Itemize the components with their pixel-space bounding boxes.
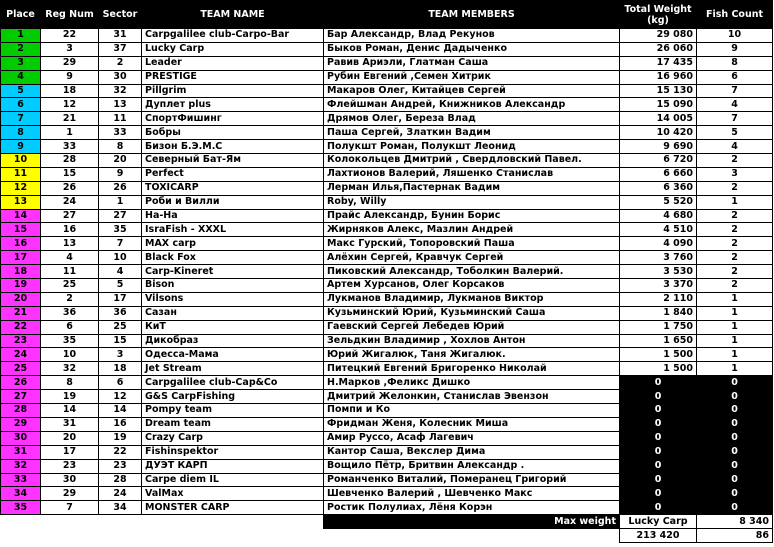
sector-cell: 31	[99, 29, 142, 43]
team-members-cell: Полукшт Роман, Полукшт Леонид	[324, 140, 620, 154]
total-fish: 86	[697, 529, 773, 543]
team-name-cell: Северный Бат-Ям	[142, 154, 324, 168]
max-weight-label: Max weight	[324, 515, 620, 529]
fish-count-cell: 0	[697, 473, 773, 487]
reg-num-cell: 16	[41, 223, 99, 237]
max-weight-value: 8 340	[697, 515, 773, 529]
place-cell: 28	[1, 404, 41, 418]
reg-num-cell: 32	[41, 362, 99, 376]
team-name-cell: Pompy team	[142, 404, 324, 418]
fish-count-cell: 0	[697, 390, 773, 404]
place-cell: 4	[1, 70, 41, 84]
fish-count-cell: 0	[697, 445, 773, 459]
table-row	[1, 251, 773, 265]
team-name-cell: Дуплет plus	[142, 98, 324, 112]
fish-count-cell: 0	[697, 431, 773, 445]
reg-num-cell: 28	[41, 154, 99, 168]
reg-num-cell: 17	[41, 445, 99, 459]
sector-cell: 30	[99, 70, 142, 84]
blank-cell	[1, 529, 620, 543]
sector-cell: 10	[99, 251, 142, 265]
table-row	[1, 70, 773, 84]
place-cell: 19	[1, 279, 41, 293]
total-weight-cell: 4 680	[620, 209, 697, 223]
place-cell: 9	[1, 140, 41, 154]
fish-count-cell: 0	[697, 404, 773, 418]
place-cell: 25	[1, 362, 41, 376]
place-cell: 8	[1, 126, 41, 140]
reg-num-cell: 18	[41, 84, 99, 98]
fish-count-cell: 1	[697, 362, 773, 376]
fish-count-cell: 0	[697, 417, 773, 431]
header-team-members: TEAM MEMBERS	[324, 1, 620, 29]
table-row	[1, 306, 773, 320]
sector-cell: 9	[99, 167, 142, 181]
place-cell: 2	[1, 42, 41, 56]
fish-count-cell: 8	[697, 56, 773, 70]
total-weight-cell: 0	[620, 390, 697, 404]
total-weight-cell: 26 060	[620, 42, 697, 56]
total-weight-cell: 1 500	[620, 348, 697, 362]
place-cell: 12	[1, 181, 41, 195]
header-place: Place	[1, 1, 41, 29]
total-weight-cell: 1 650	[620, 334, 697, 348]
total-weight: 213 420	[620, 529, 697, 543]
team-name-cell: Carpe diem IL	[142, 473, 324, 487]
team-members-cell: Кузьминский Юрий, Кузьминский Саша	[324, 306, 620, 320]
table-row	[1, 404, 773, 418]
reg-num-cell: 29	[41, 487, 99, 501]
place-cell: 20	[1, 292, 41, 306]
place-cell: 23	[1, 334, 41, 348]
place-cell: 26	[1, 376, 41, 390]
sector-cell: 7	[99, 237, 142, 251]
team-members-cell: Быков Роман, Денис Дадыченко	[324, 42, 620, 56]
table-row	[1, 195, 773, 209]
reg-num-cell: 7	[41, 501, 99, 515]
header-team-name: TEAM NAME	[142, 1, 324, 29]
total-weight-cell: 17 435	[620, 56, 697, 70]
team-members-cell: Гаевский Сергей Лебедев Юрий	[324, 320, 620, 334]
sector-cell: 12	[99, 390, 142, 404]
sector-cell: 13	[99, 98, 142, 112]
team-name-cell: Бобры	[142, 126, 324, 140]
total-weight-cell: 29 080	[620, 29, 697, 43]
table-row	[1, 431, 773, 445]
total-weight-cell: 3 530	[620, 265, 697, 279]
fish-count-cell: 1	[697, 306, 773, 320]
table-row	[1, 362, 773, 376]
table-row	[1, 292, 773, 306]
fish-count-cell: 1	[697, 195, 773, 209]
team-members-cell: Флейшман Андрей, Книжников Александр	[324, 98, 620, 112]
sector-cell: 16	[99, 417, 142, 431]
sector-cell: 4	[99, 265, 142, 279]
table-row	[1, 167, 773, 181]
fish-count-cell: 6	[697, 70, 773, 84]
fish-count-cell: 0	[697, 501, 773, 515]
total-weight-cell: 0	[620, 404, 697, 418]
team-name-cell: Одесса-Мама	[142, 348, 324, 362]
sector-cell: 33	[99, 126, 142, 140]
team-members-cell: Лерман Илья,Пастернак Вадим	[324, 181, 620, 195]
team-members-cell: Кантор Саша, Векслер Дима	[324, 445, 620, 459]
place-cell: 21	[1, 306, 41, 320]
table-row	[1, 334, 773, 348]
total-weight-cell: 10 420	[620, 126, 697, 140]
fish-count-cell: 2	[697, 223, 773, 237]
table-row	[1, 126, 773, 140]
team-members-cell: Лукманов Владимир, Лукманов Виктор	[324, 292, 620, 306]
table-row	[1, 473, 773, 487]
sector-cell: 22	[99, 445, 142, 459]
total-weight-cell: 15 090	[620, 98, 697, 112]
team-name-cell: Jet Stream	[142, 362, 324, 376]
header-sector: Sector	[99, 1, 142, 29]
team-members-cell: Ростик Полулиах, Лёня Корэн	[324, 501, 620, 515]
total-weight-cell: 0	[620, 417, 697, 431]
reg-num-cell: 6	[41, 320, 99, 334]
reg-num-cell: 25	[41, 279, 99, 293]
max-weight-row	[1, 515, 773, 529]
place-cell: 18	[1, 265, 41, 279]
team-name-cell: Lucky Carp	[142, 42, 324, 56]
team-name-cell: Сазан	[142, 306, 324, 320]
place-cell: 15	[1, 223, 41, 237]
fish-count-cell: 0	[697, 459, 773, 473]
sector-cell: 28	[99, 473, 142, 487]
fish-count-cell: 7	[697, 84, 773, 98]
team-name-cell: PRESTIGE	[142, 70, 324, 84]
total-weight-cell: 9 690	[620, 140, 697, 154]
sector-cell: 27	[99, 209, 142, 223]
team-name-cell: ДУЭТ КАРП	[142, 459, 324, 473]
sector-cell: 32	[99, 84, 142, 98]
fish-count-cell: 1	[697, 320, 773, 334]
total-weight-cell: 6 720	[620, 154, 697, 168]
table-row	[1, 376, 773, 390]
place-cell: 11	[1, 167, 41, 181]
team-name-cell: Black Fox	[142, 251, 324, 265]
reg-num-cell: 13	[41, 237, 99, 251]
fish-count-cell: 2	[697, 154, 773, 168]
total-weight-cell: 0	[620, 445, 697, 459]
team-name-cell: Bison	[142, 279, 324, 293]
table-row	[1, 459, 773, 473]
fish-count-cell: 2	[697, 251, 773, 265]
table-row	[1, 154, 773, 168]
table-row	[1, 29, 773, 43]
sector-cell: 6	[99, 376, 142, 390]
header-fish-count: Fish Count	[697, 1, 773, 29]
fish-count-cell: 2	[697, 209, 773, 223]
reg-num-cell: 4	[41, 251, 99, 265]
team-name-cell: На-На	[142, 209, 324, 223]
sector-cell: 34	[99, 501, 142, 515]
total-weight-cell: 14 005	[620, 112, 697, 126]
fish-count-cell: 10	[697, 29, 773, 43]
sector-cell: 35	[99, 223, 142, 237]
place-cell: 30	[1, 431, 41, 445]
place-cell: 32	[1, 459, 41, 473]
reg-num-cell: 12	[41, 98, 99, 112]
fish-count-cell: 4	[697, 98, 773, 112]
team-members-cell: Бар Александр, Влад Рекунов	[324, 29, 620, 43]
total-weight-cell: 1 750	[620, 320, 697, 334]
sector-cell: 3	[99, 348, 142, 362]
total-weight-cell: 6 660	[620, 167, 697, 181]
team-members-cell: Зельдкин Владимир , Хохлов Антон	[324, 334, 620, 348]
team-members-cell: Прайс Александр, Бунин Борис	[324, 209, 620, 223]
team-members-cell: Н.Марков ,Феликс Дишко	[324, 376, 620, 390]
place-cell: 3	[1, 56, 41, 70]
team-name-cell: Бизон Б.Э.М.С	[142, 140, 324, 154]
sector-cell: 2	[99, 56, 142, 70]
team-members-cell: Пиковский Александр, Тоболкин Валерий.	[324, 265, 620, 279]
team-name-cell: Carpgalilee club-Cap&Co	[142, 376, 324, 390]
sector-cell: 1	[99, 195, 142, 209]
sector-cell: 20	[99, 154, 142, 168]
reg-num-cell: 24	[41, 195, 99, 209]
team-name-cell: Carpgalilee club-Carpo-Bar	[142, 29, 324, 43]
team-name-cell: IsraFish - XXXL	[142, 223, 324, 237]
table-row	[1, 417, 773, 431]
total-weight-cell: 16 960	[620, 70, 697, 84]
sector-cell: 8	[99, 140, 142, 154]
sector-cell: 25	[99, 320, 142, 334]
team-name-cell: Дикобраз	[142, 334, 324, 348]
team-name-cell: TOXICARP	[142, 181, 324, 195]
sector-cell: 11	[99, 112, 142, 126]
team-name-cell: Vilsons	[142, 292, 324, 306]
fish-count-cell: 2	[697, 237, 773, 251]
fish-count-cell: 4	[697, 140, 773, 154]
sector-cell: 26	[99, 181, 142, 195]
reg-num-cell: 31	[41, 417, 99, 431]
total-weight-cell: 0	[620, 459, 697, 473]
header-total-weight: Total Weight (kg)	[620, 1, 697, 29]
sector-cell: 36	[99, 306, 142, 320]
table-row	[1, 501, 773, 515]
table-row	[1, 445, 773, 459]
team-members-cell: Дрямов Олег, Береза Влад	[324, 112, 620, 126]
reg-num-cell: 30	[41, 473, 99, 487]
team-members-cell: Колокольцев Дмитрий , Свердловский Павел.	[324, 154, 620, 168]
team-name-cell: Leader	[142, 56, 324, 70]
total-weight-cell: 2 110	[620, 292, 697, 306]
max-weight-team: Lucky Carp	[620, 515, 697, 529]
team-name-cell: ValMax	[142, 487, 324, 501]
team-members-cell: Макс Гурский, Топоровский Паша	[324, 237, 620, 251]
table-row	[1, 223, 773, 237]
reg-num-cell: 26	[41, 181, 99, 195]
table-row	[1, 279, 773, 293]
team-name-cell: Dream team	[142, 417, 324, 431]
team-name-cell: MAX carp	[142, 237, 324, 251]
reg-num-cell: 22	[41, 29, 99, 43]
table-row	[1, 320, 773, 334]
total-weight-cell: 15 130	[620, 84, 697, 98]
table-row	[1, 42, 773, 56]
place-cell: 16	[1, 237, 41, 251]
place-cell: 27	[1, 390, 41, 404]
reg-num-cell: 11	[41, 265, 99, 279]
sector-cell: 14	[99, 404, 142, 418]
sector-cell: 37	[99, 42, 142, 56]
place-cell: 31	[1, 445, 41, 459]
fish-count-cell: 7	[697, 112, 773, 126]
fish-count-cell: 1	[697, 292, 773, 306]
total-weight-cell: 0	[620, 473, 697, 487]
team-name-cell: G&S CarpFishing	[142, 390, 324, 404]
team-name-cell: MONSTER CARP	[142, 501, 324, 515]
reg-num-cell: 15	[41, 167, 99, 181]
place-cell: 1	[1, 29, 41, 43]
team-members-cell: Вощило Пётр, Бритвин Александр .	[324, 459, 620, 473]
sector-cell: 23	[99, 459, 142, 473]
team-members-cell: Дмитрий Желонкин, Станислав Эвензон	[324, 390, 620, 404]
fish-count-cell: 2	[697, 265, 773, 279]
team-name-cell: Carp-Kineret	[142, 265, 324, 279]
reg-num-cell: 19	[41, 390, 99, 404]
total-weight-cell: 1 840	[620, 306, 697, 320]
place-cell: 35	[1, 501, 41, 515]
reg-num-cell: 14	[41, 404, 99, 418]
reg-num-cell: 1	[41, 126, 99, 140]
table-row	[1, 209, 773, 223]
team-name-cell: Crazy Carp	[142, 431, 324, 445]
reg-num-cell: 10	[41, 348, 99, 362]
team-name-cell: Pillgrim	[142, 84, 324, 98]
team-members-cell: Жирняков Алекс, Мазлин Андрей	[324, 223, 620, 237]
total-weight-cell: 1 500	[620, 362, 697, 376]
header-row	[1, 1, 773, 29]
fish-count-cell: 2	[697, 279, 773, 293]
place-cell: 22	[1, 320, 41, 334]
sector-cell: 17	[99, 292, 142, 306]
team-members-cell: Питецкий Евгений Бригоренко Николай	[324, 362, 620, 376]
header-reg-num: Reg Num	[41, 1, 99, 29]
team-members-cell: Амир Руссо, Асаф Лагевич	[324, 431, 620, 445]
team-members-cell: Макаров Олег, Китайцев Сергей	[324, 84, 620, 98]
team-members-cell: Roby, Willy	[324, 195, 620, 209]
reg-num-cell: 23	[41, 459, 99, 473]
place-cell: 6	[1, 98, 41, 112]
fish-count-cell: 2	[697, 181, 773, 195]
team-name-cell: Perfect	[142, 167, 324, 181]
results-body	[1, 29, 773, 515]
total-weight-cell: 6 360	[620, 181, 697, 195]
reg-num-cell: 20	[41, 431, 99, 445]
table-row	[1, 181, 773, 195]
team-members-cell: Паша Сергей, Златкин Вадим	[324, 126, 620, 140]
total-weight-cell: 4 510	[620, 223, 697, 237]
total-weight-cell: 0	[620, 376, 697, 390]
reg-num-cell: 29	[41, 56, 99, 70]
reg-num-cell: 9	[41, 70, 99, 84]
table-row	[1, 98, 773, 112]
total-weight-cell: 0	[620, 487, 697, 501]
reg-num-cell: 2	[41, 292, 99, 306]
place-cell: 13	[1, 195, 41, 209]
totals-row	[1, 529, 773, 543]
table-row	[1, 112, 773, 126]
place-cell: 29	[1, 417, 41, 431]
place-cell: 5	[1, 84, 41, 98]
reg-num-cell: 21	[41, 112, 99, 126]
team-members-cell: Алёхин Сергей, Кравчук Сергей	[324, 251, 620, 265]
total-weight-cell: 0	[620, 431, 697, 445]
reg-num-cell: 8	[41, 376, 99, 390]
table-row	[1, 265, 773, 279]
sector-cell: 18	[99, 362, 142, 376]
team-name-cell: Fishinspektor	[142, 445, 324, 459]
place-cell: 33	[1, 473, 41, 487]
fish-count-cell: 5	[697, 126, 773, 140]
sector-cell: 19	[99, 431, 142, 445]
table-row	[1, 84, 773, 98]
total-weight-cell: 0	[620, 501, 697, 515]
team-members-cell: Артем Хурсанов, Олег Корсаков	[324, 279, 620, 293]
fish-count-cell: 9	[697, 42, 773, 56]
table-row	[1, 140, 773, 154]
place-cell: 7	[1, 112, 41, 126]
fish-count-cell: 3	[697, 167, 773, 181]
place-cell: 14	[1, 209, 41, 223]
team-members-cell: Помпи и Ко	[324, 404, 620, 418]
team-members-cell: Шевченко Валерий , Шевченко Макс	[324, 487, 620, 501]
fish-count-cell: 1	[697, 348, 773, 362]
place-cell: 34	[1, 487, 41, 501]
team-members-cell: Лахтионов Валерий, Ляшенко Станислав	[324, 167, 620, 181]
team-members-cell: Юрий Жигалюк, Таня Жигалюк.	[324, 348, 620, 362]
team-members-cell: Рубин Евгений ,Семен Хитрик	[324, 70, 620, 84]
total-weight-cell: 4 090	[620, 237, 697, 251]
reg-num-cell: 3	[41, 42, 99, 56]
reg-num-cell: 35	[41, 334, 99, 348]
fish-count-cell: 1	[697, 334, 773, 348]
team-name-cell: СпортФишинг	[142, 112, 324, 126]
total-weight-cell: 3 370	[620, 279, 697, 293]
fish-count-cell: 0	[697, 376, 773, 390]
sector-cell: 5	[99, 279, 142, 293]
table-row	[1, 348, 773, 362]
place-cell: 17	[1, 251, 41, 265]
reg-num-cell: 36	[41, 306, 99, 320]
total-weight-cell: 5 520	[620, 195, 697, 209]
team-name-cell: КиТ	[142, 320, 324, 334]
total-weight-cell: 3 760	[620, 251, 697, 265]
sector-cell: 24	[99, 487, 142, 501]
team-members-cell: Романченко Виталий, Померанец Григорий	[324, 473, 620, 487]
team-members-cell: Равив Ариэли, Глатман Саша	[324, 56, 620, 70]
table-row	[1, 237, 773, 251]
team-members-cell: Фридман Женя, Колесник Миша	[324, 417, 620, 431]
table-row	[1, 56, 773, 70]
reg-num-cell: 27	[41, 209, 99, 223]
team-name-cell: Роби и Вилли	[142, 195, 324, 209]
table-row	[1, 390, 773, 404]
blank-cell	[1, 515, 324, 529]
table-row	[1, 487, 773, 501]
sector-cell: 15	[99, 334, 142, 348]
place-cell: 10	[1, 154, 41, 168]
fish-count-cell: 0	[697, 487, 773, 501]
reg-num-cell: 33	[41, 140, 99, 154]
place-cell: 24	[1, 348, 41, 362]
